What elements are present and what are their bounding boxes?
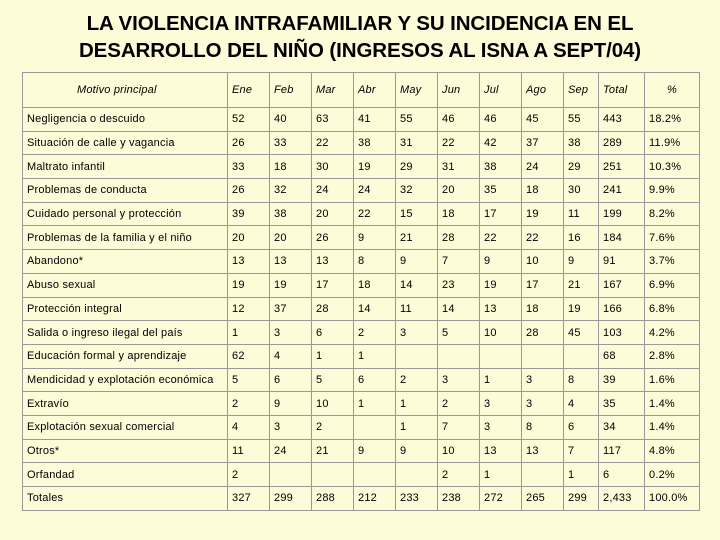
cell-may: 21 bbox=[396, 226, 438, 250]
header-motivo: Motivo principal bbox=[23, 73, 228, 108]
cell-percent: 0.2% bbox=[645, 463, 700, 487]
cell-sep: 4 bbox=[564, 392, 599, 416]
cell-feb: 40 bbox=[270, 108, 312, 132]
cell-motivo: Abandono* bbox=[23, 250, 228, 274]
cell-sep: 19 bbox=[564, 297, 599, 321]
table-row bbox=[23, 131, 700, 155]
header-percent: % bbox=[645, 73, 700, 108]
cell-percent: 1.6% bbox=[645, 368, 700, 392]
cell-ene: 4 bbox=[228, 415, 270, 439]
cell-abr: 38 bbox=[354, 131, 396, 155]
cell-jun: 238 bbox=[438, 487, 480, 511]
cell-total: 251 bbox=[599, 155, 645, 179]
cell-ene: 19 bbox=[228, 273, 270, 297]
cell-jun: 7 bbox=[438, 250, 480, 274]
cell-total: 68 bbox=[599, 344, 645, 368]
cell-ago bbox=[522, 344, 564, 368]
cell-motivo: Abuso sexual bbox=[23, 273, 228, 297]
cell-abr bbox=[354, 415, 396, 439]
table-row bbox=[23, 226, 700, 250]
cell-total: 167 bbox=[599, 273, 645, 297]
cell-motivo: Negligencia o descuido bbox=[23, 108, 228, 132]
cell-sep: 45 bbox=[564, 321, 599, 345]
header-mar: Mar bbox=[312, 73, 354, 108]
cell-ene: 26 bbox=[228, 179, 270, 203]
cell-abr: 2 bbox=[354, 321, 396, 345]
cell-sep: 8 bbox=[564, 368, 599, 392]
cell-jun: 31 bbox=[438, 155, 480, 179]
table-row bbox=[23, 250, 700, 274]
cell-feb: 3 bbox=[270, 321, 312, 345]
table-row bbox=[23, 439, 700, 463]
header-abr: Abr bbox=[354, 73, 396, 108]
table-row bbox=[23, 297, 700, 321]
cell-abr: 212 bbox=[354, 487, 396, 511]
data-table bbox=[22, 72, 700, 511]
cell-feb: 18 bbox=[270, 155, 312, 179]
cell-percent: 7.6% bbox=[645, 226, 700, 250]
cell-mar: 30 bbox=[312, 155, 354, 179]
cell-ago: 17 bbox=[522, 273, 564, 297]
cell-sep: 21 bbox=[564, 273, 599, 297]
cell-mar: 22 bbox=[312, 131, 354, 155]
cell-ago: 13 bbox=[522, 439, 564, 463]
cell-jul: 38 bbox=[480, 155, 522, 179]
cell-ago: 37 bbox=[522, 131, 564, 155]
cell-ago: 45 bbox=[522, 108, 564, 132]
cell-ago: 3 bbox=[522, 392, 564, 416]
cell-abr: 14 bbox=[354, 297, 396, 321]
cell-mar: 28 bbox=[312, 297, 354, 321]
cell-ene: 52 bbox=[228, 108, 270, 132]
cell-ago: 18 bbox=[522, 179, 564, 203]
header-jun: Jun bbox=[438, 73, 480, 108]
cell-ene: 26 bbox=[228, 131, 270, 155]
cell-sep: 6 bbox=[564, 415, 599, 439]
header-jul: Jul bbox=[480, 73, 522, 108]
cell-mar: 6 bbox=[312, 321, 354, 345]
table-row bbox=[23, 321, 700, 345]
cell-ago bbox=[522, 463, 564, 487]
cell-jun bbox=[438, 344, 480, 368]
cell-jul: 46 bbox=[480, 108, 522, 132]
cell-mar: 2 bbox=[312, 415, 354, 439]
cell-abr: 18 bbox=[354, 273, 396, 297]
cell-mar bbox=[312, 463, 354, 487]
cell-may: 14 bbox=[396, 273, 438, 297]
cell-sep: 1 bbox=[564, 463, 599, 487]
cell-jun: 3 bbox=[438, 368, 480, 392]
cell-feb: 19 bbox=[270, 273, 312, 297]
cell-jul: 13 bbox=[480, 297, 522, 321]
cell-may: 11 bbox=[396, 297, 438, 321]
cell-ene: 327 bbox=[228, 487, 270, 511]
cell-jul: 3 bbox=[480, 415, 522, 439]
cell-feb bbox=[270, 463, 312, 487]
cell-percent: 10.3% bbox=[645, 155, 700, 179]
cell-mar: 288 bbox=[312, 487, 354, 511]
cell-mar: 20 bbox=[312, 202, 354, 226]
cell-jul: 9 bbox=[480, 250, 522, 274]
cell-motivo: Problemas de conducta bbox=[23, 179, 228, 203]
header-ene: Ene bbox=[228, 73, 270, 108]
cell-percent: 18.2% bbox=[645, 108, 700, 132]
cell-ago: 8 bbox=[522, 415, 564, 439]
cell-feb: 20 bbox=[270, 226, 312, 250]
cell-feb: 299 bbox=[270, 487, 312, 511]
cell-motivo: Totales bbox=[23, 487, 228, 511]
cell-jul: 1 bbox=[480, 368, 522, 392]
cell-may: 2 bbox=[396, 368, 438, 392]
cell-feb: 3 bbox=[270, 415, 312, 439]
cell-may bbox=[396, 463, 438, 487]
cell-percent: 11.9% bbox=[645, 131, 700, 155]
cell-ene: 12 bbox=[228, 297, 270, 321]
cell-sep: 29 bbox=[564, 155, 599, 179]
page-title bbox=[0, 10, 720, 64]
cell-ene: 33 bbox=[228, 155, 270, 179]
cell-motivo: Explotación sexual comercial bbox=[23, 415, 228, 439]
cell-percent: 100.0% bbox=[645, 487, 700, 511]
cell-ene: 2 bbox=[228, 392, 270, 416]
cell-percent: 1.4% bbox=[645, 392, 700, 416]
cell-percent: 8.2% bbox=[645, 202, 700, 226]
cell-percent: 6.9% bbox=[645, 273, 700, 297]
cell-ene: 13 bbox=[228, 250, 270, 274]
cell-abr: 24 bbox=[354, 179, 396, 203]
table-row bbox=[23, 273, 700, 297]
cell-total: 184 bbox=[599, 226, 645, 250]
cell-ago: 24 bbox=[522, 155, 564, 179]
table-row bbox=[23, 179, 700, 203]
header-row bbox=[23, 73, 700, 108]
cell-may: 32 bbox=[396, 179, 438, 203]
cell-mar: 26 bbox=[312, 226, 354, 250]
header-feb: Feb bbox=[270, 73, 312, 108]
cell-jul: 3 bbox=[480, 392, 522, 416]
cell-ago: 28 bbox=[522, 321, 564, 345]
cell-feb: 24 bbox=[270, 439, 312, 463]
cell-feb: 38 bbox=[270, 202, 312, 226]
cell-may: 9 bbox=[396, 250, 438, 274]
cell-feb: 9 bbox=[270, 392, 312, 416]
cell-total: 117 bbox=[599, 439, 645, 463]
cell-percent: 6.8% bbox=[645, 297, 700, 321]
title-line-1: LA VIOLENCIA INTRAFAMILIAR Y SU INCIDENCIA EN EL bbox=[86, 12, 634, 35]
cell-may: 15 bbox=[396, 202, 438, 226]
cell-feb: 33 bbox=[270, 131, 312, 155]
table-row bbox=[23, 155, 700, 179]
cell-total: 39 bbox=[599, 368, 645, 392]
cell-feb: 6 bbox=[270, 368, 312, 392]
cell-motivo: Problemas de la familia y el niño bbox=[23, 226, 228, 250]
cell-total: 35 bbox=[599, 392, 645, 416]
header-sep: Sep bbox=[564, 73, 599, 108]
cell-jul: 22 bbox=[480, 226, 522, 250]
cell-ene: 11 bbox=[228, 439, 270, 463]
table-row bbox=[23, 108, 700, 132]
cell-sep: 11 bbox=[564, 202, 599, 226]
cell-mar: 5 bbox=[312, 368, 354, 392]
cell-may: 9 bbox=[396, 439, 438, 463]
cell-total: 289 bbox=[599, 131, 645, 155]
cell-total: 2,433 bbox=[599, 487, 645, 511]
cell-motivo: Mendicidad y explotación económica bbox=[23, 368, 228, 392]
cell-total: 199 bbox=[599, 202, 645, 226]
cell-feb: 4 bbox=[270, 344, 312, 368]
cell-abr: 1 bbox=[354, 344, 396, 368]
cell-mar: 24 bbox=[312, 179, 354, 203]
cell-abr: 19 bbox=[354, 155, 396, 179]
cell-total: 166 bbox=[599, 297, 645, 321]
cell-ago: 22 bbox=[522, 226, 564, 250]
header-total: Total bbox=[599, 73, 645, 108]
table-row bbox=[23, 392, 700, 416]
cell-jun: 46 bbox=[438, 108, 480, 132]
cell-may: 3 bbox=[396, 321, 438, 345]
cell-mar: 1 bbox=[312, 344, 354, 368]
cell-abr: 8 bbox=[354, 250, 396, 274]
cell-ene: 2 bbox=[228, 463, 270, 487]
cell-abr bbox=[354, 463, 396, 487]
cell-percent: 4.2% bbox=[645, 321, 700, 345]
title-line-2: DESARROLLO DEL NIÑO (INGRESOS AL ISNA A SEPT/04) bbox=[78, 39, 642, 62]
cell-ene: 62 bbox=[228, 344, 270, 368]
cell-motivo: Protección integral bbox=[23, 297, 228, 321]
cell-may: 55 bbox=[396, 108, 438, 132]
cell-mar: 63 bbox=[312, 108, 354, 132]
cell-mar: 17 bbox=[312, 273, 354, 297]
cell-jun: 18 bbox=[438, 202, 480, 226]
cell-jun: 2 bbox=[438, 392, 480, 416]
cell-total: 6 bbox=[599, 463, 645, 487]
cell-sep: 55 bbox=[564, 108, 599, 132]
cell-feb: 13 bbox=[270, 250, 312, 274]
cell-motivo: Cuidado personal y protección bbox=[23, 202, 228, 226]
table-row bbox=[23, 463, 700, 487]
cell-may: 233 bbox=[396, 487, 438, 511]
cell-jun: 22 bbox=[438, 131, 480, 155]
cell-total: 241 bbox=[599, 179, 645, 203]
cell-sep: 38 bbox=[564, 131, 599, 155]
cell-abr: 9 bbox=[354, 439, 396, 463]
cell-percent: 2.8% bbox=[645, 344, 700, 368]
table-row bbox=[23, 368, 700, 392]
totals-row bbox=[23, 487, 700, 511]
cell-jul: 1 bbox=[480, 463, 522, 487]
cell-ago: 10 bbox=[522, 250, 564, 274]
cell-jun: 7 bbox=[438, 415, 480, 439]
cell-abr: 9 bbox=[354, 226, 396, 250]
cell-abr: 41 bbox=[354, 108, 396, 132]
cell-mar: 21 bbox=[312, 439, 354, 463]
cell-jun: 10 bbox=[438, 439, 480, 463]
cell-mar: 10 bbox=[312, 392, 354, 416]
cell-abr: 6 bbox=[354, 368, 396, 392]
cell-may bbox=[396, 344, 438, 368]
cell-ene: 39 bbox=[228, 202, 270, 226]
cell-motivo: Situación de calle y vagancia bbox=[23, 131, 228, 155]
cell-jul: 10 bbox=[480, 321, 522, 345]
header-ago: Ago bbox=[522, 73, 564, 108]
table-row bbox=[23, 344, 700, 368]
cell-percent: 1.4% bbox=[645, 415, 700, 439]
cell-may: 1 bbox=[396, 415, 438, 439]
cell-ene: 20 bbox=[228, 226, 270, 250]
header-may: May bbox=[396, 73, 438, 108]
cell-sep: 9 bbox=[564, 250, 599, 274]
cell-may: 31 bbox=[396, 131, 438, 155]
cell-jun: 28 bbox=[438, 226, 480, 250]
cell-sep: 30 bbox=[564, 179, 599, 203]
cell-total: 34 bbox=[599, 415, 645, 439]
cell-sep: 7 bbox=[564, 439, 599, 463]
cell-percent: 4.8% bbox=[645, 439, 700, 463]
cell-abr: 1 bbox=[354, 392, 396, 416]
cell-ago: 3 bbox=[522, 368, 564, 392]
cell-percent: 9.9% bbox=[645, 179, 700, 203]
cell-total: 443 bbox=[599, 108, 645, 132]
cell-may: 1 bbox=[396, 392, 438, 416]
cell-motivo: Otros* bbox=[23, 439, 228, 463]
cell-abr: 22 bbox=[354, 202, 396, 226]
cell-motivo: Educación formal y aprendizaje bbox=[23, 344, 228, 368]
cell-jun: 20 bbox=[438, 179, 480, 203]
cell-sep bbox=[564, 344, 599, 368]
cell-may: 29 bbox=[396, 155, 438, 179]
cell-ago: 19 bbox=[522, 202, 564, 226]
cell-jun: 23 bbox=[438, 273, 480, 297]
cell-jun: 5 bbox=[438, 321, 480, 345]
cell-jul: 19 bbox=[480, 273, 522, 297]
cell-motivo: Salida o ingreso ilegal del país bbox=[23, 321, 228, 345]
cell-feb: 32 bbox=[270, 179, 312, 203]
cell-jul bbox=[480, 344, 522, 368]
cell-jul: 13 bbox=[480, 439, 522, 463]
cell-total: 91 bbox=[599, 250, 645, 274]
table-row bbox=[23, 415, 700, 439]
cell-percent: 3.7% bbox=[645, 250, 700, 274]
cell-jun: 2 bbox=[438, 463, 480, 487]
cell-jul: 35 bbox=[480, 179, 522, 203]
cell-mar: 13 bbox=[312, 250, 354, 274]
cell-ene: 1 bbox=[228, 321, 270, 345]
cell-sep: 16 bbox=[564, 226, 599, 250]
cell-total: 103 bbox=[599, 321, 645, 345]
cell-feb: 37 bbox=[270, 297, 312, 321]
cell-motivo: Extravío bbox=[23, 392, 228, 416]
cell-ene: 5 bbox=[228, 368, 270, 392]
cell-jun: 14 bbox=[438, 297, 480, 321]
cell-jul: 42 bbox=[480, 131, 522, 155]
cell-ago: 265 bbox=[522, 487, 564, 511]
cell-jul: 272 bbox=[480, 487, 522, 511]
cell-motivo: Orfandad bbox=[23, 463, 228, 487]
cell-jul: 17 bbox=[480, 202, 522, 226]
cell-sep: 299 bbox=[564, 487, 599, 511]
cell-ago: 18 bbox=[522, 297, 564, 321]
table-row bbox=[23, 202, 700, 226]
table-body bbox=[23, 108, 700, 511]
cell-motivo: Maltrato infantil bbox=[23, 155, 228, 179]
